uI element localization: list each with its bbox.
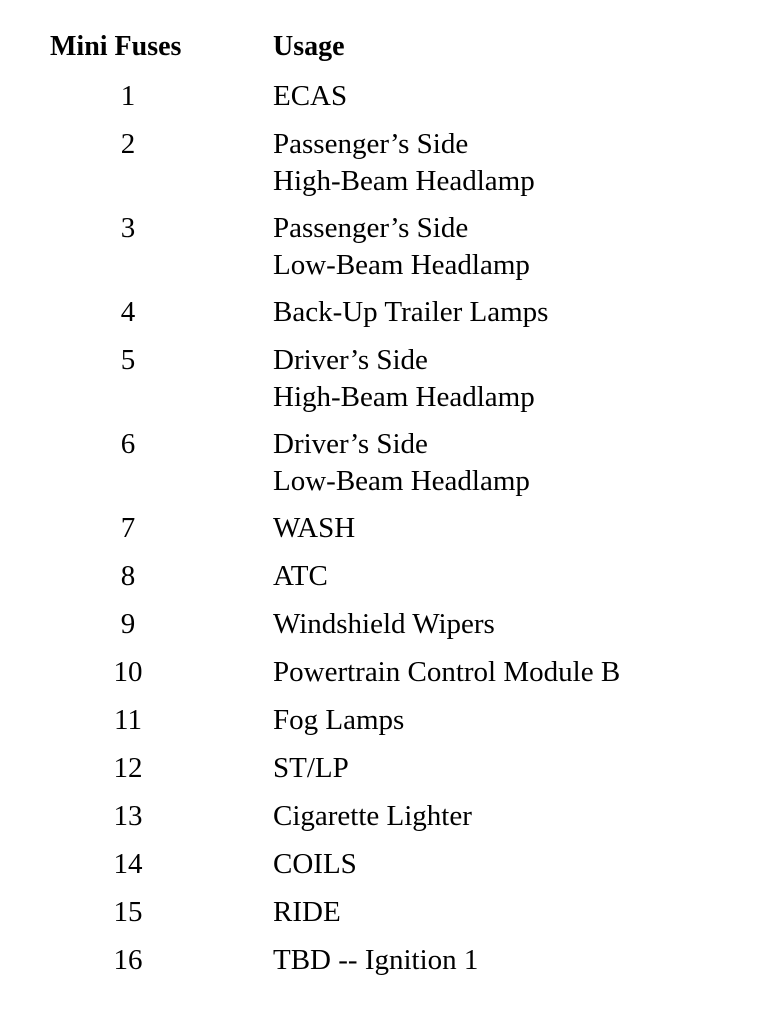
fuse-number: 4 — [120, 296, 136, 328]
fuse-number: 2 — [120, 128, 136, 160]
fuse-usage — [273, 510, 355, 547]
usage-line: Fog Lamps — [273, 704, 405, 736]
usage-line: Low-Beam Headlamp — [273, 249, 530, 281]
table-row — [0, 798, 761, 846]
fuse-number: 13 — [113, 800, 143, 832]
fuse-number: 14 — [113, 848, 143, 880]
fuse-usage — [273, 846, 357, 883]
usage-line: ATC — [273, 560, 328, 592]
usage-line: Windshield Wipers — [273, 608, 495, 640]
usage-line: ECAS — [273, 80, 348, 112]
fuse-usage — [273, 798, 472, 835]
fuse-usage — [273, 750, 349, 787]
fuse-usage — [273, 942, 478, 979]
usage-line: COILS — [273, 848, 357, 880]
usage-line: High-Beam Headlamp — [273, 165, 535, 197]
table-row — [0, 654, 761, 702]
fuse-number: 1 — [120, 80, 136, 112]
fuse-usage — [273, 702, 404, 739]
usage-line: Back-Up Trailer Lamps — [273, 296, 549, 328]
fuse-number: 9 — [120, 608, 136, 640]
table-row — [0, 606, 761, 654]
usage-line: WASH — [273, 512, 356, 544]
usage-line: Low-Beam Headlamp — [273, 465, 530, 497]
table-header — [0, 30, 761, 78]
usage-line: Driver’s Side — [273, 428, 428, 460]
fuse-usage — [273, 294, 548, 331]
fuse-number: 11 — [114, 704, 142, 736]
table-row — [0, 510, 761, 558]
fuse-number: 5 — [120, 344, 136, 376]
table-row — [0, 426, 761, 510]
usage-line: ST/LP — [273, 752, 349, 784]
table-row — [0, 78, 761, 126]
usage-line: Driver’s Side — [273, 344, 428, 376]
fuse-number: 8 — [120, 560, 136, 592]
table-row — [0, 750, 761, 798]
table-row — [0, 846, 761, 894]
usage-line: Passenger’s Side — [273, 128, 469, 160]
usage-line: RIDE — [273, 896, 341, 928]
fuse-number: 15 — [113, 896, 143, 928]
fuse-usage-table — [0, 30, 761, 990]
fuse-number: 12 — [113, 752, 143, 784]
table-row — [0, 210, 761, 294]
table-row — [0, 342, 761, 426]
table-row — [0, 942, 761, 990]
table-row — [0, 894, 761, 942]
fuse-number: 7 — [120, 512, 136, 544]
fuse-usage — [273, 894, 341, 931]
fuse-usage — [273, 78, 347, 115]
fuse-usage — [273, 126, 535, 200]
usage-line: Passenger’s Side — [273, 212, 469, 244]
fuse-number: 6 — [120, 428, 136, 460]
fuse-usage — [273, 654, 620, 691]
table-row — [0, 702, 761, 750]
header-mini-fuses: Mini Fuses — [50, 31, 182, 62]
fuse-usage — [273, 210, 530, 284]
usage-line: Powertrain Control Module B — [273, 656, 621, 688]
table-row — [0, 126, 761, 210]
fuse-usage — [273, 426, 530, 500]
usage-line: TBD -- Ignition 1 — [273, 944, 479, 976]
fuse-usage — [273, 558, 328, 595]
fuse-number: 16 — [113, 944, 143, 976]
usage-line: Cigarette Lighter — [273, 800, 472, 832]
fuse-number: 3 — [120, 212, 136, 244]
usage-line: High-Beam Headlamp — [273, 381, 535, 413]
table-row — [0, 294, 761, 342]
fuse-usage — [273, 606, 495, 643]
fuse-number: 10 — [113, 656, 143, 688]
header-usage: Usage — [273, 31, 345, 62]
fuse-usage — [273, 342, 535, 416]
table-row — [0, 558, 761, 606]
